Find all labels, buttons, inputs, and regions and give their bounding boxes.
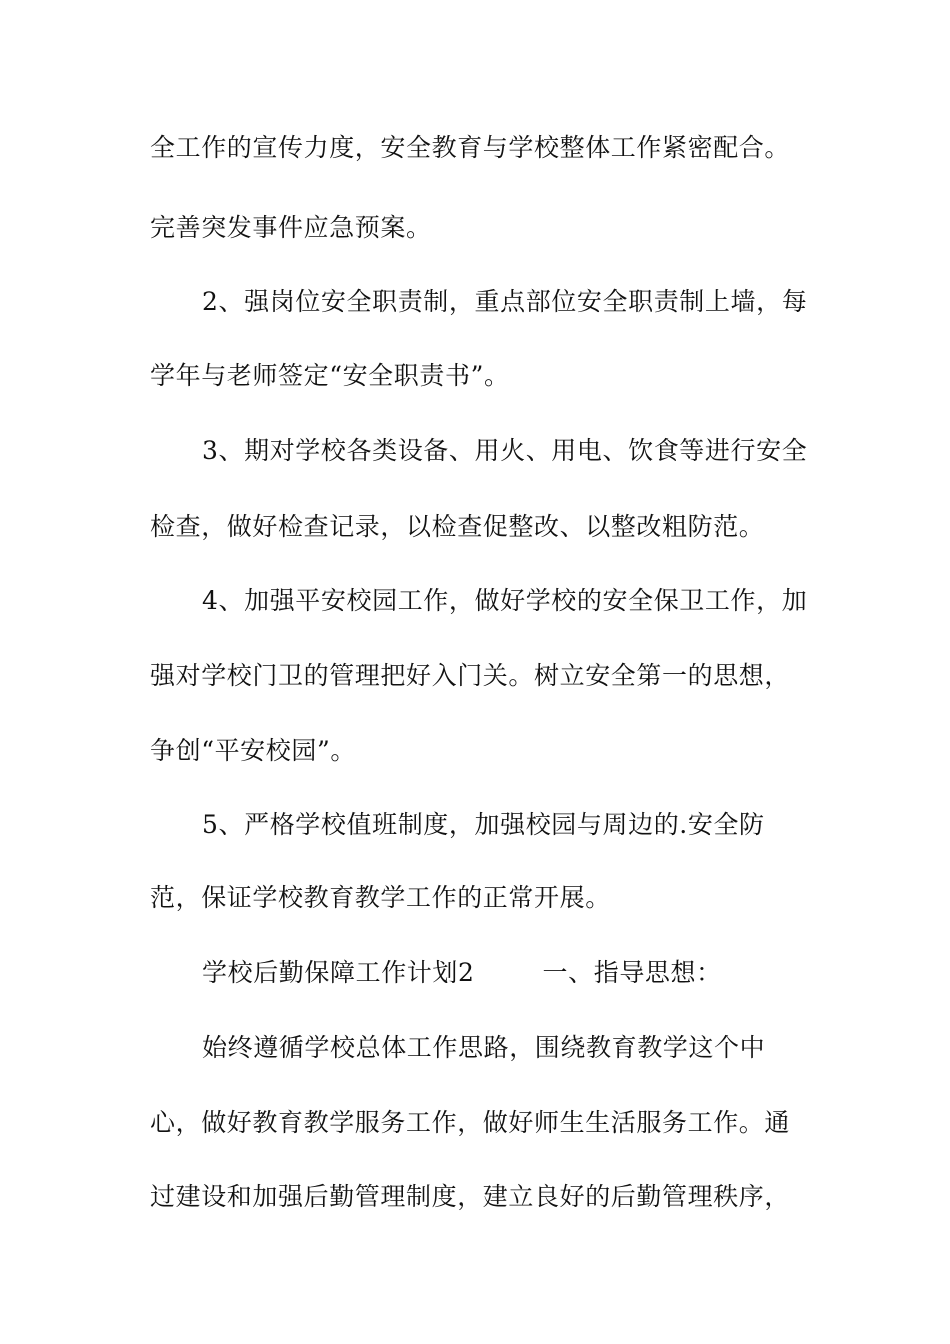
section-title: 学校后勤保障工作计划2	[202, 958, 475, 987]
text-line: 5、严格学校值班制度，加强校园与周边的.安全防	[202, 810, 765, 839]
text-line: 3、期对学校各类设备、用火、用电、饮食等进行安全	[202, 436, 808, 465]
text-line: 完善突发事件应急预案。	[150, 213, 432, 242]
text-line: 检查，做好检查记录，以检查促整改、以整改粗防范。	[150, 512, 765, 541]
text-line: 强对学校门卫的管理把好入门关。树立安全第一的思想，	[150, 661, 791, 690]
text-line: 始终遵循学校总体工作思路，围绕教育教学这个中	[202, 1033, 766, 1062]
text-line: 学年与老师签定“安全职责书”。	[150, 361, 510, 390]
section-heading: 一、指导思想：	[542, 958, 722, 987]
heading-line	[202, 953, 862, 993]
text-line: 过建设和加强后勤管理制度，建立良好的后勤管理秩序，	[150, 1182, 791, 1211]
text-line: 争创“平安校园”。	[150, 736, 356, 765]
text-line: 心，做好教育教学服务工作，做好师生生活服务工作。通	[150, 1108, 791, 1137]
text-line: 2、强岗位安全职责制，重点部位安全职责制上墙，每	[202, 287, 808, 316]
text-line: 范，保证学校教育教学工作的正常开展。	[150, 883, 611, 912]
text-line: 全工作的宣传力度，安全教育与学校整体工作紧密配合。	[150, 133, 791, 162]
text-line: 4、加强平安校园工作，做好学校的安全保卫工作，加	[202, 586, 808, 615]
